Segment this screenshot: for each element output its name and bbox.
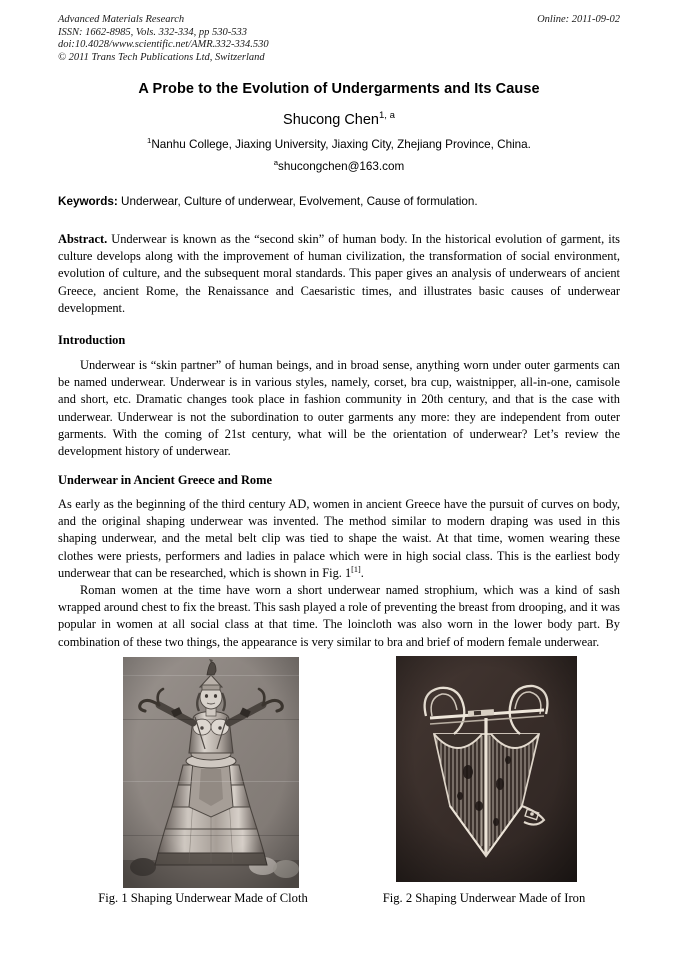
journal-copyright-line: © 2011 Trans Tech Publications Ltd, Switzerland [58,51,265,63]
journal-issn-line: ISSN: 1662-8985, Vols. 332-334, pp 530-533 [58,26,247,38]
section-heading-greece-rome: Underwear in Ancient Greece and Rome [58,473,272,487]
paragraph-text-after-citation: . [360,565,364,580]
affiliation-marker: 1 [147,136,152,146]
keywords-label: Keywords: [58,195,118,208]
journal-name: Advanced Materials Research [58,14,185,25]
abstract-block [58,231,620,317]
page-title: A Probe to the Evolution of Undergarments and Its Cause [138,81,540,97]
section-heading-introduction: Introduction [58,333,126,347]
figure-captions-row [58,891,620,906]
author-affiliation-marker: 1, a [378,110,395,122]
keywords-block [58,195,620,209]
section-paragraph-introduction: Underwear is “skin partner” of human beings, and in broad sense, anything worn under outer garments can be named underwear. Underwear is in various styles, namely, corset, bra cup, waistnipper, all-in-one, camisole and short, etc. Dramatic changes took place in fashion community in 20th century, and that is the case with underwear. Underwear is not the subordination to outer garments any more: they are independent from outer garments. With the coming of 21st century, what will be the orientation of underwear? Let’s review the development history of underwear. [58,358,620,459]
online-date: Online: 2011-09-02 [537,14,620,25]
author-name: Shucong Chen [283,112,379,128]
journal-header [58,14,620,64]
abstract-text: Underwear is known as the “second skin” of human body. In the historical evolution of garment, its culture develops along with the improvement of human civilization, the transformation of social environment, evolution of culture, and the subsequent moral standards. This paper gives an analysis of underwears of ancient Greece, ancient Rome, the Renaissance and Caesaristic times, and illustrates basic causes of underwear development. [58,232,620,315]
email-line [38,160,640,173]
author-line [38,112,640,128]
figure-2-caption: Fig. 2 Shaping Underwear Made of Iron [382,891,586,905]
journal-doi-line: doi:10.4028/www.scientific.net/AMR.332-334.530 [58,39,269,51]
section-paragraph-greece-rome-1 [58,496,620,582]
section-paragraph-greece-rome-2: Roman women at the time have worn a short underwear named strophium, which was a kind of sash wrapped around chest to fix the breast. This sash played a role of preventing the breast from drooping, and it was popular in women at all social class at that time. The loincloth was also worn in the lower body part. By combination of these two things, the appearance is very similar to bra and brief of modern female underwear. [58,583,620,649]
keywords-text: Underwear, Culture of underwear, Evolvement, Cause of formulation. [121,195,478,208]
figure-1-image [123,657,299,888]
email-address: shucongchen@163.com [278,160,405,173]
snake-goddess-statue-photo [123,657,299,888]
email-marker: a [273,158,279,168]
iron-corset-photo [396,656,577,882]
figure-2-image [396,656,577,882]
affiliation-line [38,138,640,151]
abstract-label: Abstract. [58,232,108,246]
figure-1-caption: Fig. 1 Shaping Underwear Made of Cloth [98,891,308,905]
paragraph-text-before-citation: As early as the beginning of the third century AD, women in ancient Greece have the pursuit of curves on body, and the original shaping underwear was invented. The method similar to modern draping was used in this shaping underwear, and the metal belt clip was tied to shape the waist. At that time, women wearing these clothes were priests, performers and ladies in palace which were in high social class. This is the earliest body underwear that can be researched, which is shown in Fig. 1 [58,497,620,580]
affiliation-text: Nanhu College, Jiaxing University, Jiaxing City, Zhejiang Province, China. [151,138,531,151]
citation-marker: [1] [351,564,361,574]
